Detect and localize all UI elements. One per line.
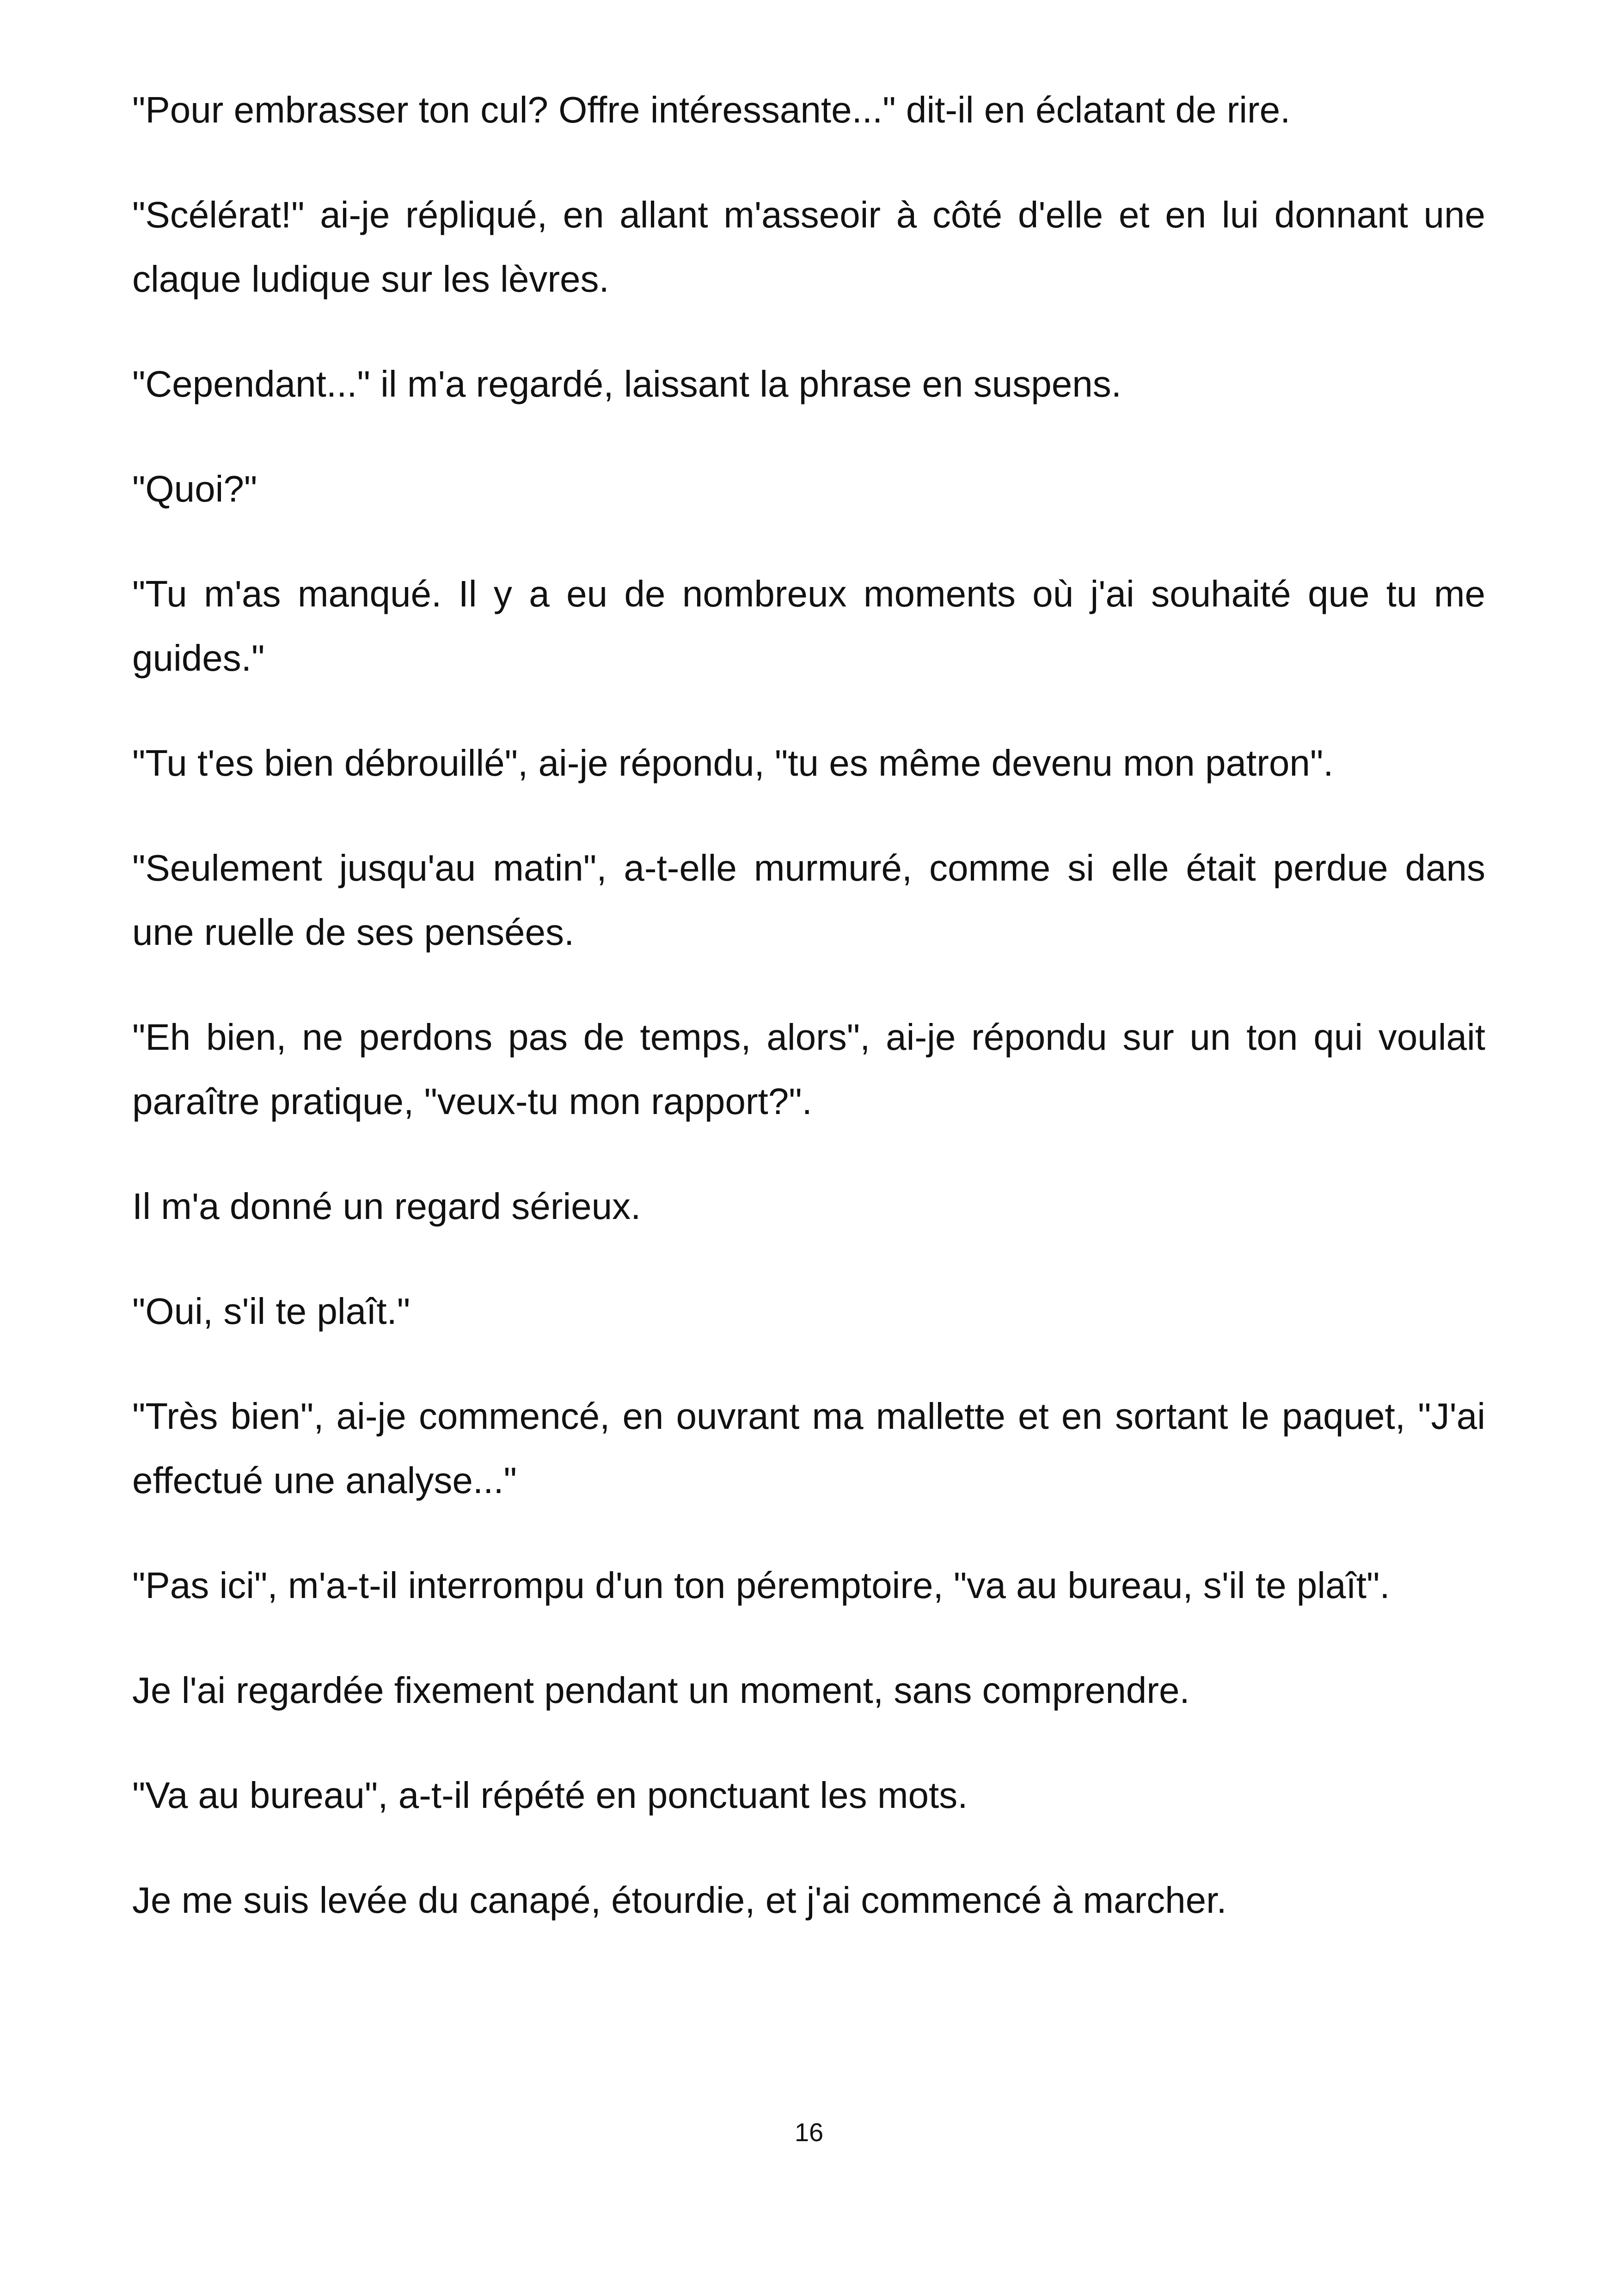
paragraph: Je me suis levée du canapé, étourdie, et j'ai commencé à marcher.: [132, 1880, 1227, 1921]
body-text: [132, 78, 1485, 1973]
paragraph: "Quoi?": [132, 468, 257, 509]
paragraph: Je l'ai regardée fixement pendant un moment, sans comprendre.: [132, 1670, 1190, 1711]
paragraph: "Pour embrasser ton cul? Offre intéressante..." dit-il en éclatant de rire.: [132, 89, 1291, 130]
paragraph: "Eh bien, ne perdons pas de temps, alors", ai-je répondu sur un ton qui voulait paraître pratique, "veux-tu mon rapport?".: [132, 1016, 1485, 1122]
paragraph: "Va au bureau", a-t-il répété en ponctuant les mots.: [132, 1775, 968, 1816]
paragraph: "Seulement jusqu'au matin", a-t-elle murmuré, comme si elle était perdue dans une ruelle de ses pensées.: [132, 847, 1485, 953]
page-number: 16: [794, 2118, 824, 2147]
paragraph: "Pas ici", m'a-t-il interrompu d'un ton péremptoire, "va au bureau, s'il te plaît".: [132, 1565, 1390, 1606]
paragraph: "Oui, s'il te plaît.": [132, 1291, 411, 1332]
paragraph: "Cependant..." il m'a regardé, laissant la phrase en suspens.: [132, 363, 1122, 404]
paragraph: "Très bien", ai-je commencé, en ouvrant ma mallette et en sortant le paquet, "J'ai effectué une analyse...": [132, 1396, 1485, 1501]
paragraph: "Tu t'es bien débrouillé", ai-je répondu, "tu es même devenu mon patron".: [132, 742, 1334, 784]
paragraph: "Scélérat!" ai-je répliqué, en allant m'asseoir à côté d'elle et en lui donnant une claque ludique sur les lèvres.: [132, 194, 1485, 300]
paragraph: Il m'a donné un regard sérieux.: [132, 1186, 641, 1227]
paragraph: "Tu m'as manqué. Il y a eu de nombreux moments où j'ai souhaité que tu me guides.": [132, 573, 1485, 679]
